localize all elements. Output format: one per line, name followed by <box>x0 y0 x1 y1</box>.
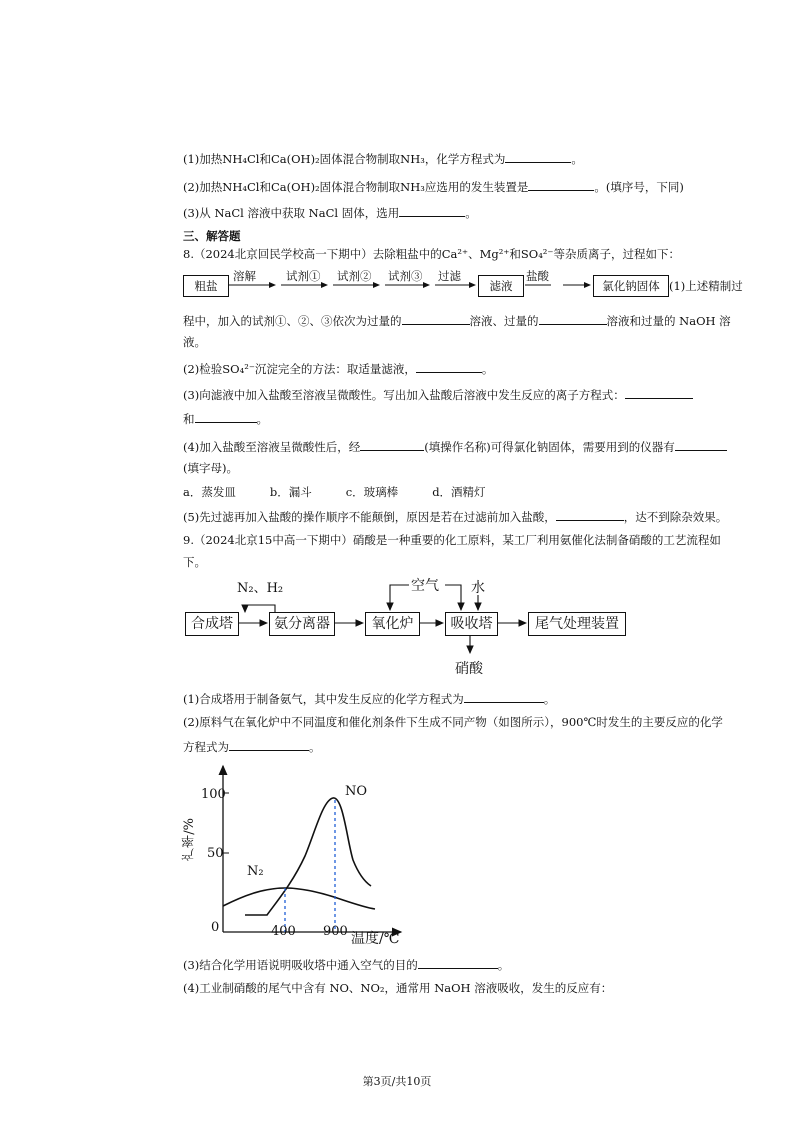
q9-process-flow <box>183 575 643 685</box>
flow-box-nacl-solid: 氯化钠固体 <box>593 275 669 297</box>
question-nacl <box>183 204 477 221</box>
flow-box-oxidation-furnace: 氧化炉 <box>365 612 420 636</box>
air-label: 空气 <box>411 578 439 594</box>
punctuation: 。 <box>481 362 494 376</box>
section-title: 三、解答题 <box>183 229 241 243</box>
recycle-label: N₂、H₂ <box>237 581 284 596</box>
flow-box-ammonia-separator: 氨分离器 <box>269 612 335 636</box>
q9-p2-cont <box>183 738 321 755</box>
answer-blank <box>402 312 470 325</box>
question-text: (1)合成塔用于制备氨气，其中发生反应的化学方程式为 <box>183 692 464 706</box>
punctuation: 。 <box>543 692 556 706</box>
answer-blank <box>399 204 465 217</box>
punctuation: 。 <box>309 740 321 754</box>
q8-p1-cont: 液。 <box>183 335 206 349</box>
option-a: a．蒸发皿 <box>183 485 236 499</box>
q8-p3 <box>183 386 693 403</box>
flow-label-reagent1: 试剂① <box>286 269 321 283</box>
question-text: ，达不到除杂效果。 <box>623 510 728 524</box>
yield-chart <box>183 760 413 950</box>
q9-p2: (2)原料气在氧化炉中不同温度和催化剂条件下生成不同产物（如图所示），900℃时发生的主要反应的化学 <box>183 715 723 729</box>
flow-label-hcl: 盐酸 <box>526 269 549 283</box>
punctuation: 。 <box>465 206 477 220</box>
q9-intro: 9.（2024北京15中高一下期中）硝酸是一种重要的化工原料，某工厂利用氨催化法制备硝酸的工艺流程如 <box>183 533 721 547</box>
question-nh3-equation <box>183 150 583 167</box>
answer-blank <box>539 312 607 325</box>
answer-blank <box>229 738 309 751</box>
y-axis-label: 产率/% <box>182 818 197 861</box>
punctuation: 。 <box>571 152 583 166</box>
question-text: (2)检验SO₄²⁻沉淀完全的方法：取适量滤液， <box>183 362 416 376</box>
q9-p4: (4)工业制硝酸的尾气中含有 NO、NO₂，通常用 NaOH 溶液吸收，发生的反应有： <box>183 981 613 995</box>
answer-blank <box>528 178 594 191</box>
option-c: c．玻璃棒 <box>345 485 399 499</box>
question-text: (5)先过滤再加入盐酸的操作顺序不能颠倒，原因是若在过滤前加入盐酸， <box>183 510 556 524</box>
punctuation: 。 <box>497 958 510 972</box>
question-text: (4)加入盐酸至溶液呈微酸性后，经 <box>183 440 361 454</box>
q8-p5 <box>183 508 727 525</box>
q8-p4 <box>183 438 727 455</box>
q8-p1-start: (1)上述精制过 <box>669 279 743 293</box>
answer-blank <box>505 150 571 163</box>
page-footer: 第3页/共10页 <box>362 1075 432 1088</box>
punctuation: 。 <box>256 412 268 426</box>
y-tick-label-100: 100 <box>201 787 226 802</box>
series-no-line <box>245 798 371 915</box>
answer-blank <box>360 438 424 451</box>
question-text: (填操作名称)可得氯化钠固体，需要用到的仪器有 <box>424 440 675 454</box>
answer-blank <box>556 508 624 521</box>
answer-blank <box>464 690 544 703</box>
water-label: 水 <box>471 580 485 596</box>
x-axis-label: 温度/℃ <box>351 931 400 947</box>
flow-box-absorption-tower: 吸收塔 <box>445 612 498 636</box>
question-device <box>183 178 684 195</box>
q9-p1 <box>183 690 555 707</box>
question-text: (2)加热NH₄Cl和Ca(OH)₂固体混合物制取NH₃应选用的发生装置是 <box>183 180 529 194</box>
series-label-no: NO <box>345 784 368 799</box>
question-text: 溶液、过量的 <box>469 314 539 328</box>
question-note: 。(填序号，下同) <box>594 180 684 194</box>
q8-p4-cont: (填字母)。 <box>183 461 238 475</box>
q8-p1 <box>183 312 731 329</box>
q8-intro: 8.（2024北京回民学校高一下期中）去除粗盐中的Ca²⁺、Mg²⁺和SO₄²⁻等杂质离子，过程如下： <box>183 247 680 261</box>
question-text: (3)向滤液中加入盐酸至溶液呈微酸性。写出加入盐酸后溶液中发生反应的离子方程式： <box>183 388 625 402</box>
q8-p2 <box>183 360 493 377</box>
flow-label-filter: 过滤 <box>438 269 461 283</box>
answer-blank <box>416 360 482 373</box>
q8-p3-cont <box>183 410 268 427</box>
question-text: 程中，加入的试剂①、②、③依次为过量的 <box>183 314 402 328</box>
flow-box-synthesis-tower: 合成塔 <box>185 612 239 636</box>
x-tick-label-400: 400 <box>271 924 296 939</box>
origin-label: 0 <box>211 920 220 935</box>
question-text: (1)加热NH₄Cl和Ca(OH)₂固体混合物制取NH₃，化学方程式为 <box>183 152 506 166</box>
flow-label-reagent3: 试剂③ <box>388 269 423 283</box>
y-tick-label-50: 50 <box>207 846 224 861</box>
q8-process-flow <box>183 269 783 302</box>
q9-p3 <box>183 956 509 973</box>
question-text: (3)从 NaCl 溶液中获取 NaCl 固体，选用 <box>183 206 400 220</box>
series-label-n2: N₂ <box>247 864 264 879</box>
answer-blank <box>418 956 498 969</box>
flow-label-reagent2: 试剂② <box>337 269 372 283</box>
question-text: 溶液和过量的 NaOH 溶 <box>606 314 731 328</box>
flow-box-exhaust-treatment: 尾气处理装置 <box>528 612 626 636</box>
flow-label-dissolve: 溶解 <box>233 269 256 283</box>
question-text: 方程式为 <box>183 740 229 754</box>
answer-blank <box>195 410 257 423</box>
answer-blank <box>625 386 693 399</box>
q8-options <box>183 484 520 500</box>
series-n2-line <box>223 888 375 909</box>
question-text: (3)结合化学用语说明吸收塔中通入空气的目的 <box>183 958 418 972</box>
flow-box-raw-salt: 粗盐 <box>183 275 229 297</box>
option-b: b．漏斗 <box>269 485 312 499</box>
option-d: d．酒精灯 <box>432 485 486 499</box>
q9-intro-cont: 下。 <box>183 555 206 569</box>
x-tick-label-900: 900 <box>323 924 348 939</box>
flow-box-filtrate: 滤液 <box>478 275 524 297</box>
question-text: 和 <box>183 412 195 426</box>
nitric-acid-label: 硝酸 <box>455 661 483 677</box>
answer-blank <box>675 438 727 451</box>
